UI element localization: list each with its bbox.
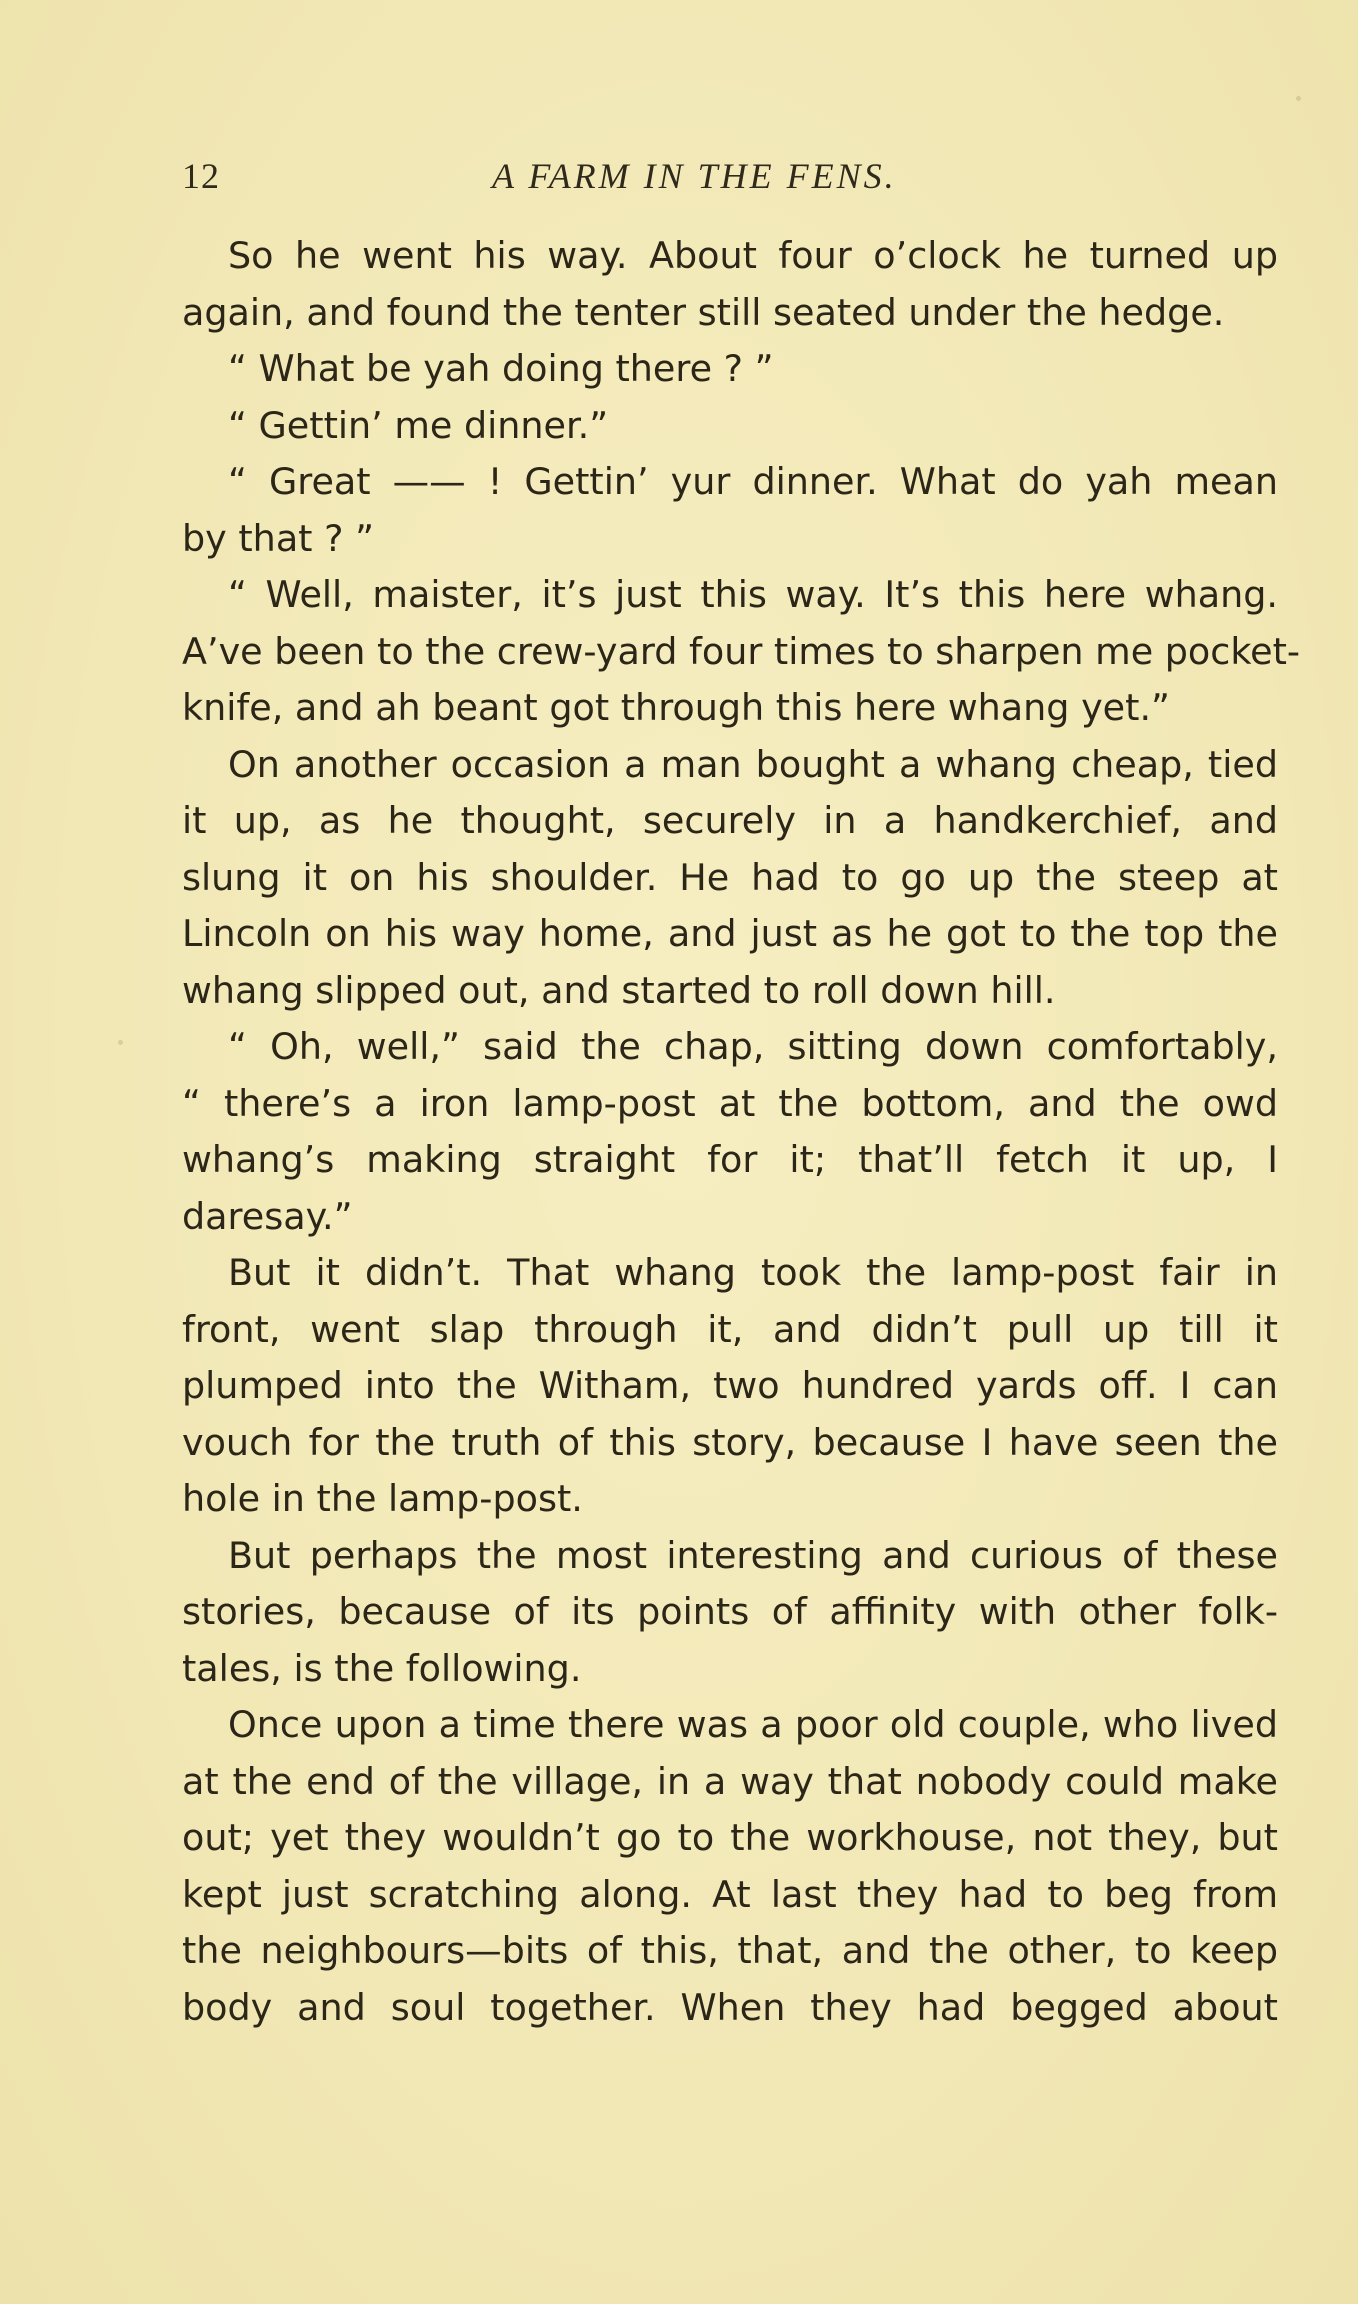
text-line: the neighbours—bits of this, that, and the other, to keep [182,1929,1278,1972]
text-line: body and soul together. When they had begged about [182,1985,1278,2029]
text-line: A’ve been to the crew-yard four times to sharpen me pocket- [182,629,1301,673]
text-line: So he went his way. About four o’clock he turned up [228,234,1278,277]
text-line: “ What be yah doing there ? ” [228,347,774,390]
text-line: slung it on his shoulder. He had to go up the steep at [182,855,1278,899]
text-line: On another occasion a man bought a whang cheap, tied [228,742,1278,786]
text-line: Lincoln on his way home, and just as he got to the top the [182,912,1278,955]
text-line: whang slipped out, and started to roll down hill. [182,968,1056,1012]
text-line: “ Gettin’ me dinner.” [228,403,609,447]
text-line: plumped into the Witham, two hundred yards off. I can [182,1364,1278,1407]
body-text [182,228,1301,2036]
text-line: knife, and ah beant got through this here whang yet.” [182,686,1170,729]
text-line: But perhaps the most interesting and curious of these [228,1533,1278,1577]
text-line: “ Oh, well,” said the chap, sitting down comfortably, [228,1025,1278,1068]
text-line: kept just scratching along. At last they had to beg from [182,1872,1278,1916]
text-line: out; yet they wouldn’t go to the workhouse, not they, but [182,1816,1278,1859]
text-line: it up, as he thought, securely in a handkerchief, and [182,799,1278,842]
running-head [182,155,1282,205]
text-line: by that ? ” [182,516,374,560]
text-line: Once upon a time there was a poor old couple, who lived [228,1703,1278,1746]
text-line: daresay.” [182,1194,353,1238]
text-line: again, and found the tenter still seated under the hedge. [182,290,1225,334]
text-line: vouch for the truth of this story, because I have seen the [182,1420,1278,1464]
page-number: 12 [182,156,220,196]
text-line: “ Great —— ! Gettin’ yur dinner. What do yah mean [228,460,1278,503]
paper-speck [118,1040,123,1045]
running-title: A FARM IN THE FENS. [492,156,897,196]
text-line: hole in the lamp-post. [182,1477,583,1520]
text-line: But it didn’t. That whang took the lamp-post fair in [228,1251,1278,1294]
paper-speck [1296,96,1301,101]
text-line: stories, because of its points of affinity with other folk- [182,1590,1278,1633]
text-line: at the end of the village, in a way that nobody could make [182,1759,1278,1803]
text-line: tales, is the following. [182,1646,582,1690]
text-line: front, went slap through it, and didn’t pull up till it [182,1307,1278,1351]
text-line: “ Well, maister, it’s just this way. It’s this here whang. [228,573,1278,616]
text-line: whang’s making straight for it; that’ll fetch it up, I [182,1138,1278,1181]
text-line: “ there’s a iron lamp-post at the bottom, and the owd [182,1081,1278,1125]
